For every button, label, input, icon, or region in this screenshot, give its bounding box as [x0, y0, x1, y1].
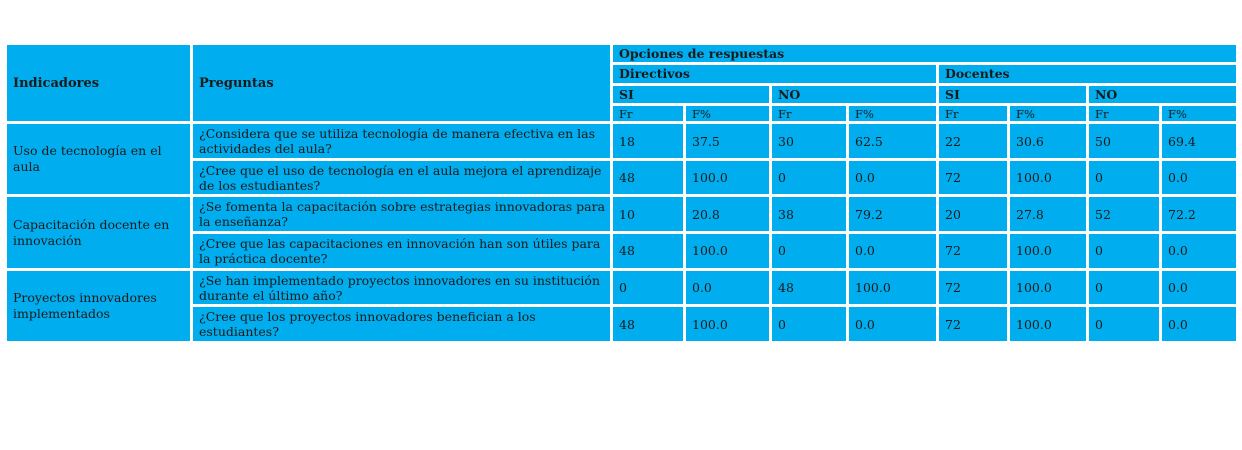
indicator-cell: Capacitación docente en innovación	[7, 197, 190, 267]
table-row	[7, 124, 1236, 158]
docentes-si-fr-cell: 72	[939, 161, 1007, 195]
docentes-si-fpct-cell: 100.0	[1010, 234, 1086, 268]
docentes-si-fpct-cell: 100.0	[1010, 271, 1086, 305]
directivos-si-fr-cell: 10	[613, 197, 683, 231]
header-directivos-si-fpct: F%	[686, 106, 769, 121]
docentes-si-fpct-cell: 100.0	[1010, 307, 1086, 341]
docentes-si-fr-cell: 20	[939, 197, 1007, 231]
table-row	[7, 271, 1236, 305]
directivos-no-fpct-cell: 0.0	[849, 307, 936, 341]
docentes-si-fr-cell: 72	[939, 234, 1007, 268]
header-directivos-si: SI	[613, 86, 769, 103]
header-indicadores: Indicadores	[7, 45, 190, 121]
docentes-no-fr-cell: 0	[1089, 161, 1159, 195]
docentes-no-fr-cell: 0	[1089, 234, 1159, 268]
header-directivos-no: NO	[772, 86, 936, 103]
header-docentes-no-fr: Fr	[1089, 106, 1159, 121]
indicator-cell: Proyectos innovadores implementados	[7, 271, 190, 341]
table-row	[7, 307, 1236, 341]
docentes-no-fpct-cell: 69.4	[1162, 124, 1236, 158]
directivos-si-fr-cell: 0	[613, 271, 683, 305]
directivos-si-fr-cell: 48	[613, 161, 683, 195]
directivos-no-fpct-cell: 62.5	[849, 124, 936, 158]
docentes-si-fr-cell: 22	[939, 124, 1007, 158]
directivos-no-fr-cell: 0	[772, 307, 846, 341]
directivos-si-fr-cell: 18	[613, 124, 683, 158]
question-cell: ¿Cree que los proyectos innovadores benefician a los estudiantes?	[193, 307, 610, 341]
indicator-cell: Uso de tecnología en el aula	[7, 124, 190, 194]
directivos-no-fpct-cell: 100.0	[849, 271, 936, 305]
docentes-no-fr-cell: 52	[1089, 197, 1159, 231]
header-docentes-no: NO	[1089, 86, 1236, 103]
directivos-si-fpct-cell: 100.0	[686, 307, 769, 341]
docentes-si-fr-cell: 72	[939, 307, 1007, 341]
docentes-si-fpct-cell: 100.0	[1010, 161, 1086, 195]
header-docentes: Docentes	[939, 65, 1236, 82]
docentes-si-fr-cell: 72	[939, 271, 1007, 305]
table-row	[7, 234, 1236, 268]
directivos-no-fpct-cell: 0.0	[849, 161, 936, 195]
question-cell: ¿Cree que las capacitaciones en innovación han son útiles para la práctica docente?	[193, 234, 610, 268]
docentes-no-fpct-cell: 0.0	[1162, 307, 1236, 341]
directivos-si-fr-cell: 48	[613, 307, 683, 341]
header-docentes-si: SI	[939, 86, 1086, 103]
docentes-si-fpct-cell: 30.6	[1010, 124, 1086, 158]
header-docentes-no-fpct: F%	[1162, 106, 1236, 121]
directivos-no-fr-cell: 0	[772, 161, 846, 195]
directivos-no-fpct-cell: 79.2	[849, 197, 936, 231]
docentes-no-fpct-cell: 0.0	[1162, 161, 1236, 195]
question-cell: ¿Se fomenta la capacitación sobre estrategias innovadoras para la enseñanza?	[193, 197, 610, 231]
header-directivos: Directivos	[613, 65, 936, 82]
header-docentes-si-fr: Fr	[939, 106, 1007, 121]
directivos-si-fpct-cell: 100.0	[686, 234, 769, 268]
directivos-si-fr-cell: 48	[613, 234, 683, 268]
header-docentes-si-fpct: F%	[1010, 106, 1086, 121]
survey-table-container	[4, 42, 1238, 344]
question-cell: ¿Considera que se utiliza tecnología de manera efectiva en las actividades del aula?	[193, 124, 610, 158]
question-cell: ¿Cree que el uso de tecnología en el aula mejora el aprendizaje de los estudiantes?	[193, 161, 610, 195]
table-row	[7, 197, 1236, 231]
directivos-no-fr-cell: 48	[772, 271, 846, 305]
docentes-no-fpct-cell: 0.0	[1162, 271, 1236, 305]
docentes-no-fr-cell: 0	[1089, 307, 1159, 341]
directivos-si-fpct-cell: 100.0	[686, 161, 769, 195]
docentes-no-fpct-cell: 72.2	[1162, 197, 1236, 231]
directivos-no-fpct-cell: 0.0	[849, 234, 936, 268]
header-directivos-no-fpct: F%	[849, 106, 936, 121]
question-cell: ¿Se han implementado proyectos innovadores en su institución durante el último año?	[193, 271, 610, 305]
header-directivos-si-fr: Fr	[613, 106, 683, 121]
survey-results-table	[4, 42, 1239, 344]
directivos-si-fpct-cell: 20.8	[686, 197, 769, 231]
docentes-no-fr-cell: 50	[1089, 124, 1159, 158]
header-preguntas: Preguntas	[193, 45, 610, 121]
docentes-no-fpct-cell: 0.0	[1162, 234, 1236, 268]
directivos-no-fr-cell: 30	[772, 124, 846, 158]
docentes-si-fpct-cell: 27.8	[1010, 197, 1086, 231]
table-row	[7, 161, 1236, 195]
directivos-no-fr-cell: 38	[772, 197, 846, 231]
header-opciones-de-respuestas: Opciones de respuestas	[613, 45, 1236, 62]
docentes-no-fr-cell: 0	[1089, 271, 1159, 305]
directivos-si-fpct-cell: 0.0	[686, 271, 769, 305]
header-directivos-no-fr: Fr	[772, 106, 846, 121]
directivos-si-fpct-cell: 37.5	[686, 124, 769, 158]
directivos-no-fr-cell: 0	[772, 234, 846, 268]
